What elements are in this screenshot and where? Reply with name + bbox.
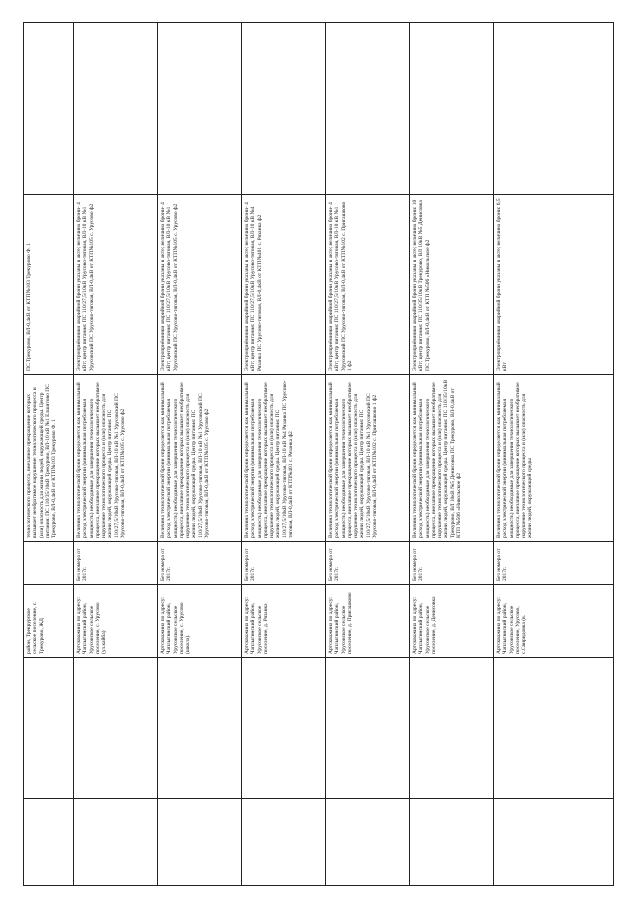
cell-empty-c	[494, 23, 614, 195]
cell-note: Электроприёмники аварийной брони указаны в акте; величина брони: 10 кВт; центр питания: ПС 110/35/10кВ Трекурово, ВЛ 10кВ №5 Денисовка ПС Трекурово, ВЛ-0,4кВ от КТП №506 «Никольское ф2	[410, 195, 494, 375]
table-row	[242, 23, 326, 886]
cell-justification: Величина технологической брони определяется как минимальный расход электрической энергии (минимальная потребляемая мощность) необходимые для завершения технологического процесса, внезапное прекращение которых вызывает необратимое нарушение технологического процесса и (или) опасность для жизни людей, окружающей среды. Центр питания: ПС 110/35/10кВ Трекурово, ВЛ 10кВ №5 Денисовка ПС Трекурово, ВЛ-0,4кВ от КТП №506 «Никольское ф2	[410, 375, 494, 542]
cell-justification: Величина технологической брони определяется как минимальный расход электрической энергии (минимальная потребляемая мощность) необходимые для завершения технологического процесса, внезапное прекращение которых вызывает необратимое нарушение технологического процесса и (или) опасность для жизни людей, окружающей среды	[494, 375, 614, 542]
cell-doc: Без номера от 2017г.	[410, 542, 494, 585]
cell-doc	[24, 542, 74, 585]
cell-empty-b	[158, 658, 242, 799]
cell-empty-a	[24, 799, 74, 886]
table-row	[494, 23, 614, 886]
cell-note: Электроприёмники аварийной брони указаны в акте; величина брони- 4 кВт; центр питания: ПС 110/27,5/10кВ Урусово-тяговая, ВЛ-10 кВ №1 Урусовский ПС Урусово-тяговая, ВЛ-0,4кВ от КТП№105 с. Урусово ф2	[74, 195, 158, 375]
rotated-table-frame	[23, 23, 613, 886]
cell-address: Артскважина по адресу: Чаплыгинский район, Урусовское сельское поселение, д. Пригашково	[326, 585, 410, 658]
cell-empty-a	[410, 799, 494, 886]
cell-empty-b	[410, 658, 494, 799]
cell-empty-a	[158, 799, 242, 886]
table-row	[326, 23, 410, 886]
cell-address: Артскважина по адресу: Чаплыгинский район, Урусовское сельское поселение, д. Денисовка	[410, 585, 494, 658]
cell-note: Электроприёмники аварийной брони указаны в акте; величина брони: 6,5 кВт	[494, 195, 614, 375]
table-row	[74, 23, 158, 886]
cell-doc: Без номера от 2017г.	[242, 542, 326, 585]
cell-empty-a	[74, 799, 158, 886]
cell-justification: технологического процесса, внезапное прекращение которых вызывает необратимое нарушение технологического процесса и (или) опасность для жизни людей, окружающей среды. Центр питания: ПС 110/35/10кВ Трекурово, ВЛ-10 кВ №1 Елшитово ПС Трекурово, ВЛ-0,4кВ от КТП№103 Трекурово Ф. 1	[24, 375, 74, 542]
cell-justification: Величина технологической брони определяется как минимальный расход электрической энергии (минимальная потребляемая мощность) необходимые для завершения технологического процесса, внезапное прекращение которых вызывает необратимое нарушение технологического процесса и (или) опасность для жизни людей, окружающей среды. Центр питания: ПС 110/27,5/10кВ Урусово-тяговая, ВЛ-10 кВ №4 Рязанка ПС Урусово-тяговая, ВЛ-0,4кВ от КТП№401 с. Рязанка ф2	[242, 375, 326, 542]
cell-empty-a	[326, 799, 410, 886]
cell-address: Артскважина по адресу: Чаплыгинский район, Урусовское сельское поселение, д. Рязанка	[242, 585, 326, 658]
cell-empty-b	[326, 658, 410, 799]
table-row	[24, 23, 74, 886]
emergency-reserve-table	[23, 22, 614, 886]
table-row	[410, 23, 494, 886]
cell-empty-b	[74, 658, 158, 799]
cell-empty-c	[326, 23, 410, 195]
cell-justification: Величина технологической брони определяется как минимальный расход электрической энергии (минимальная потребляемая мощность) необходимые для завершения технологического процесса, внезапное прекращение которых вызывает необратимое нарушение технологического процесса и (или) опасность для жизни людей, окружающей среды. Центр питания: ПС 110/27,5/10кВ Урусово-тяговая, ВЛ-10 кВ №1 Урусовский ПС Урусово-тяговая, ВЛ-0,4кВ от КТП№105 с. Урусово ф2	[74, 375, 158, 542]
cell-empty-c	[242, 23, 326, 195]
cell-address: Артскважина по адресу: Чаплыгинский район, Урусовское сельское поселение, Урусово, с.Свиридовка (в.	[494, 585, 614, 658]
cell-address: Артскважина по адресу: Чаплыгинский район, Урусовское сельское поселение, с. Урусово (школа).	[158, 585, 242, 658]
cell-note: Электроприёмники аварийной брони указаны в акте; величина брони- 4 кВт; центр питания: ПС 110/27,5/10кВ Урусово-тяговая, ВЛ-10 кВ №4 Рязанка ПС Урусово-тяговая, ВЛ-0,4кВ от КТП№401 с. Рязанка ф2	[242, 195, 326, 375]
cell-empty-c	[158, 23, 242, 195]
cell-address: Артскважина по адресу: Чаплыгинский район, Урусовское сельское поселение, с. Урусово (ул.кайба)	[74, 585, 158, 658]
cell-empty-b	[24, 658, 74, 799]
cell-justification: Величина технологической брони определяется как минимальный расход электрической энергии (минимальная потребляемая мощность) необходимые для завершения технологического процесса, внезапное прекращение которых вызывает необратимое нарушение технологического процесса и (или) опасность для жизни людей, окружающей среды. Центр питания: ПС 110/27,5/10кВ Урусово-тяговая, ВЛ-10 кВ №1 Урусовский ПС Урусово-тяговая, ВЛ-0,4кВ от КТП№105 с. Урусово ф2	[158, 375, 242, 542]
cell-note: Электроприёмники аварийной брони указаны в акте; величина брони- 4 кВт; центр питания: ПС 110/27,5/10кВ Урусово-тяговая, ВЛ-10 кВ №1 Урусовский ПС Урусово-тяговая, ВЛ-0,4кВ от КТП№105 с. Урусово ф2	[158, 195, 242, 375]
cell-doc: Без номера от 2017г.	[494, 542, 614, 585]
cell-doc: Без номера от 2017г.	[158, 542, 242, 585]
cell-empty-c	[24, 23, 74, 195]
cell-justification: Величина технологической брони определяется как минимальный расход электрической энергии (минимальная потребляемая мощность) необходимые для завершения технологического процесса, внезапное прекращение которых вызывает необратимое нарушение технологического процесса и (или) опасность для жизни людей, окружающей среды. Центр питания: ПС 110/27,5/10кВ Урусово-тяговая, ВЛ-10 кВ №1 Урусовский ПС Урусово-тяговая, ВЛ-0,4кВ от КТП№102 с. Пригашково 1 ф2	[326, 375, 410, 542]
cell-empty-c	[74, 23, 158, 195]
cell-empty-a	[494, 799, 614, 886]
cell-empty-c	[410, 23, 494, 195]
cell-note: ПС Трекурово, ВЛ-0,4кВ от КТП№103 Трекурово Ф. 1	[24, 195, 74, 375]
cell-empty-b	[494, 658, 614, 799]
cell-empty-b	[242, 658, 326, 799]
cell-note: Электроприёмники аварийной брони указаны в акте; величина брони- 4 кВт; центр питания: ПС 110/27,5/10кВ Урусово-тяговая, ВЛ-10 кВ №1 Урусовский ПС Урусово-тяговая, ВЛ-0,4кВ от КТП№102 с. Пригашково 1 ф2	[326, 195, 410, 375]
cell-doc: Без номера от 2017г.	[74, 542, 158, 585]
table-row	[158, 23, 242, 886]
cell-empty-a	[242, 799, 326, 886]
cell-address: район, Трекрурское сельское поселение, с. Трекурово, ЖД	[24, 585, 74, 658]
cell-doc: Без номера от 2017г.	[326, 542, 410, 585]
